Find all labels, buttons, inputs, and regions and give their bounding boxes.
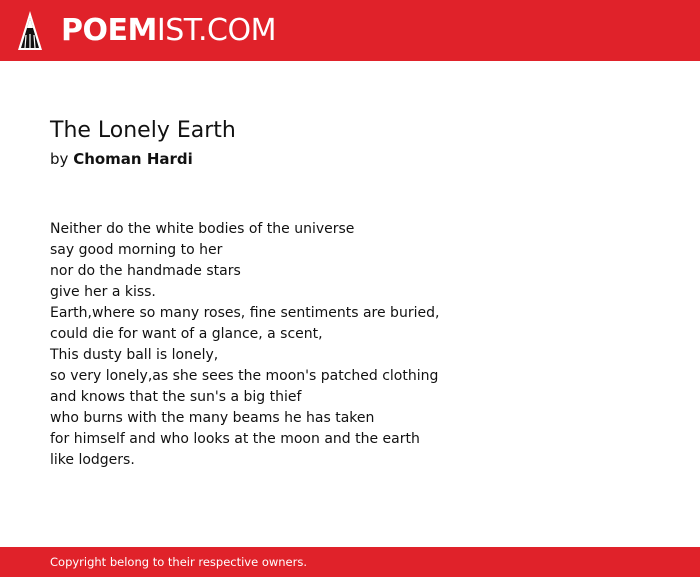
poem-line: who burns with the many beams he has taken	[50, 410, 375, 426]
poem-title: The Lonely Earth	[50, 118, 236, 143]
site-logo-text	[61, 12, 276, 50]
logo-brand-bold: POEM	[61, 13, 157, 48]
poem-line: for himself and who looks at the moon and the earth	[50, 431, 420, 447]
poem-line: Neither do the white bodies of the universe	[50, 221, 355, 237]
site-header	[0, 0, 700, 61]
poem-line: nor do the handmade stars	[50, 263, 241, 279]
poem-line: could die for want of a glance, a scent,	[50, 326, 323, 342]
logo-brand-light: IST.COM	[156, 13, 276, 48]
poem-line: Earth,where so many roses, fine sentiments are buried,	[50, 305, 440, 321]
poem-line: and knows that the sun's a big thief	[50, 389, 302, 405]
site-footer	[0, 547, 700, 577]
poem-line: say good morning to her	[50, 242, 223, 258]
poem-body	[50, 219, 470, 471]
byline-label: by	[50, 150, 69, 168]
poem-line: give her a kiss.	[50, 284, 156, 300]
poem-line: This dusty ball is lonely,	[50, 347, 219, 363]
poem-line: like lodgers.	[50, 452, 135, 468]
poem-line: so very lonely,as she sees the moon's patched clothing	[50, 368, 439, 384]
poem-author: Choman Hardi	[73, 150, 193, 168]
poem-byline	[50, 148, 193, 170]
pencil-icon	[17, 10, 43, 52]
footer-copyright: Copyright belong to their respective owners.	[50, 555, 308, 569]
